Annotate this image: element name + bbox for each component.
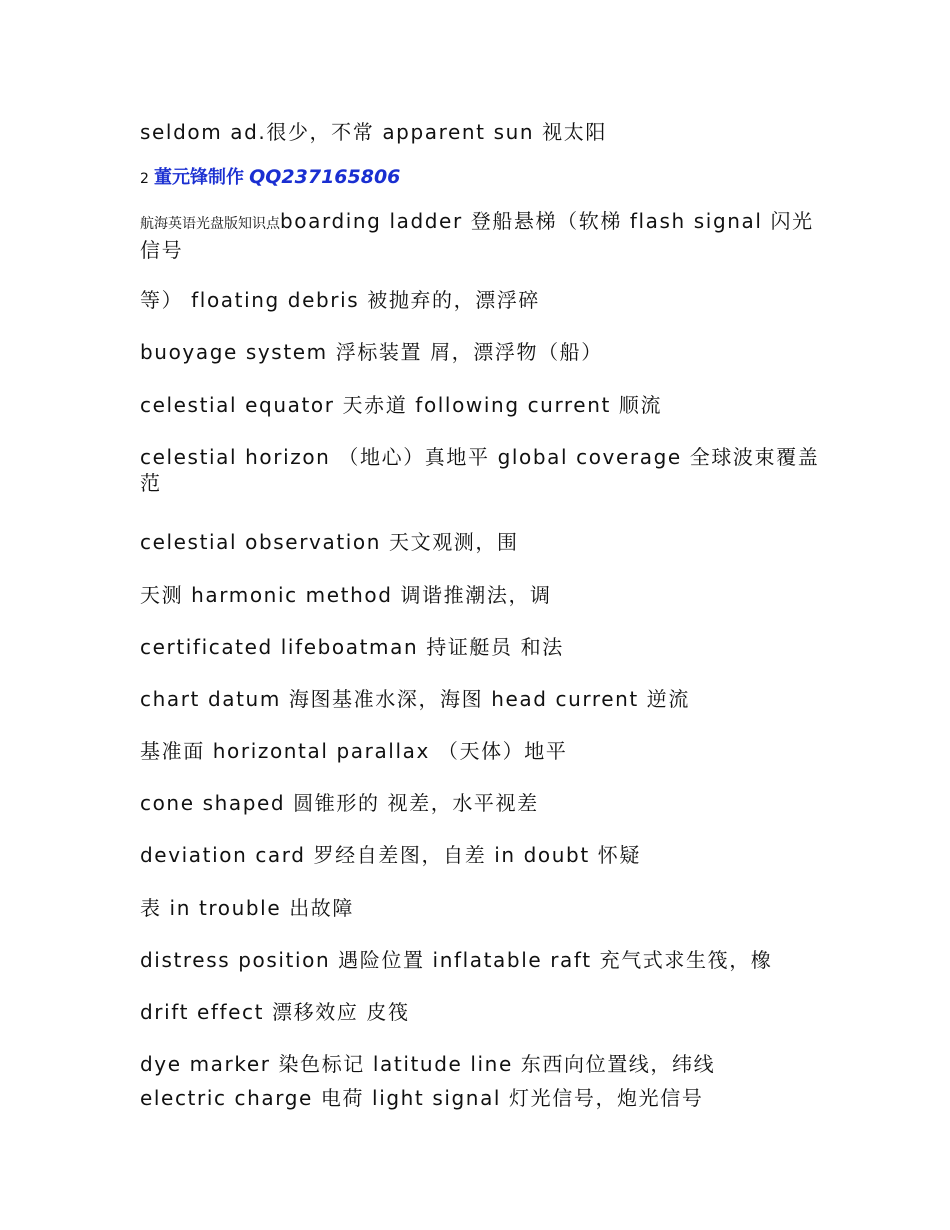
text-line [140,208,820,263]
text-line: distress position 遇险位置 inflatable raft 充气式求生筏，橡 [140,948,773,972]
text-line: electric charge 电荷 light signal 灯光信号，炮光信号 [140,1086,704,1110]
page-number: 2 [140,171,149,187]
text-line: celestial horizon （地心）真地平 global coverage 全球波束覆盖范 [140,445,820,495]
text-line: seldom ad.很少，不常 apparent sun 视太阳 [140,120,607,144]
text-line: 表 in trouble 出故障 [140,896,354,920]
text-line: certificated lifeboatman 持证艇员 和法 [140,635,564,659]
text-line: 基准面 horizontal parallax （天体）地平 [140,739,568,763]
text-line: deviation card 罗经自差图，自差 in doubt 怀疑 [140,843,641,867]
text-line: drift effect 漂移效应 皮筏 [140,1000,410,1024]
text-line: 天测 harmonic method 调谐推潮法，调 [140,583,552,607]
text-line: cone shaped 圆锥形的 视差，水平视差 [140,791,539,815]
text-line-content: boarding ladder 登船悬梯（软梯 flash signal 闪光信号 [140,209,814,262]
text-line: chart datum 海图基准水深，海图 head current 逆流 [140,687,691,711]
text-line: celestial observation 天文观测，围 [140,530,519,554]
page-header [140,166,400,190]
text-line: dye marker 染色标记 latitude line 东西向位置线，纬线 [140,1052,716,1076]
text-line: 等） floating debris 被抛弃的，漂浮碎 [140,288,541,312]
qq-number: QQ237165806 [249,166,401,188]
author-credit: 董元锋制作 [154,167,245,188]
text-line: celestial equator 天赤道 following current 顺流 [140,393,663,417]
text-line: buoyage system 浮标装置 屑，漂浮物（船） [140,340,603,364]
section-label: 航海英语光盘版知识点 [140,216,280,232]
